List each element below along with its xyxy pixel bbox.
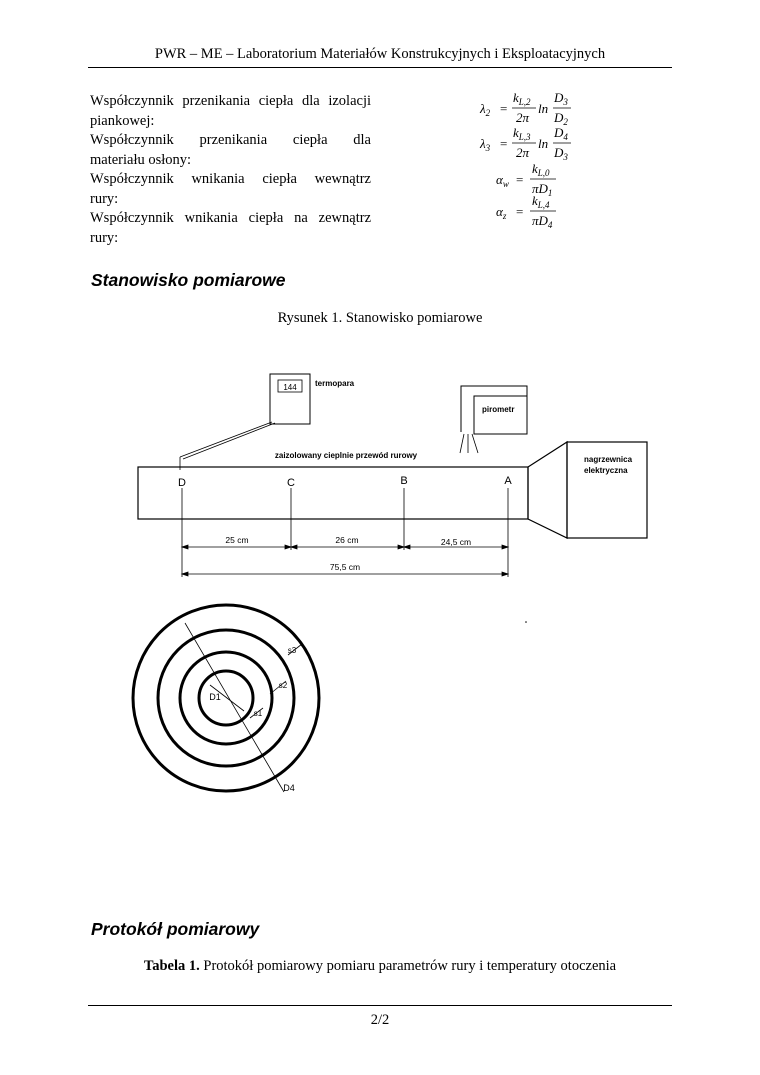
svg-text:2π: 2π: [516, 110, 530, 125]
arrow-cb-left: [291, 545, 297, 549]
ring-second: [180, 652, 272, 744]
definition-3-cont: rury:: [90, 190, 119, 207]
svg-text:λ2: $\lambda_2$: [480, 101, 491, 118]
label-d1: D1: [209, 692, 221, 702]
formula-lambda-2: [479, 90, 571, 127]
table-caption-label: Tabela 1.: [143, 958, 200, 974]
ring-inner: [199, 671, 253, 725]
arrow-dc-left: [182, 545, 188, 549]
heater-connector: [528, 442, 567, 538]
svg-text:=: =: [500, 136, 508, 151]
formula-alpha-z: [496, 193, 556, 230]
svg-text:kL,2: $k_{L,2}$: [513, 90, 531, 107]
table-caption: [0, 958, 760, 975]
svg-text:D3: $D_3$: [554, 90, 568, 107]
ring-third: [158, 630, 294, 766]
label-s1: s1: [253, 709, 263, 718]
arrow-ba-left: [404, 545, 410, 549]
svg-text:=: =: [516, 172, 524, 187]
svg-text:αw: $\alpha_w$: [496, 172, 509, 189]
dim-dc: 25 cm: [225, 535, 249, 545]
svg-text:πD4: $\pi D_4$: [532, 213, 553, 230]
dim-ba: 24,5 cm: [440, 537, 472, 547]
heater-label-2: elektryczna: [584, 466, 628, 475]
definition-1-label: Współczynnik przenikania ciepła dla izolacji: [90, 93, 371, 109]
svg-text:kL,3: $k_{L,3}$: [513, 125, 531, 142]
thermocouple-wire: [180, 422, 272, 457]
definition-3-label: Współczynnik wnikania ciepła wewnątrz: [90, 171, 371, 187]
thermocouple-meter: [270, 374, 310, 424]
thermocouple-wire-2: [183, 423, 275, 459]
page-header: PWR – ME – Laboratorium Materiałów Konstrukcyjnych i Eksploatacyjnych: [154, 46, 606, 62]
svg-text:D4: $D_4$: [554, 125, 568, 142]
svg-text:ln: ln: [538, 136, 549, 151]
measurement-setup-figure: [0, 360, 760, 800]
svg-text:kL,0: $k_{L,0}$: [532, 161, 550, 178]
svg-text:λ3: $\lambda_3$: [480, 136, 491, 153]
definition-1-cont: piankowej:: [90, 112, 155, 129]
definition-2-cont: materiału osłony:: [90, 151, 192, 168]
coefficient-definitions: [90, 92, 371, 248]
pipe-cross-section: [133, 605, 319, 791]
table-caption-text: Protokół pomiarowy pomiaru parametrów rury i temperatury otoczenia: [199, 958, 617, 974]
definition-4-label: Współczynnik wnikania ciepła na zewnątrz: [90, 210, 371, 226]
footer-rule: [88, 1005, 672, 1006]
insulated-pipe: [138, 467, 528, 519]
svg-text:=: =: [500, 101, 508, 116]
pirometr-label: pirometr: [482, 405, 515, 414]
figure-caption: Rysunek 1. Stanowisko pomiarowe: [277, 310, 483, 326]
svg-text:D2: $D_2$: [554, 110, 568, 127]
header-rule: [88, 67, 672, 68]
arrow-ba-right: [502, 545, 508, 549]
section-title-protokol: Protokół pomiarowy: [91, 919, 260, 939]
definition-4-cont: rury:: [90, 229, 119, 246]
svg-text:ln: ln: [538, 101, 549, 116]
formula-alpha-w: [496, 161, 556, 198]
svg-text:kL,4: $k_{L,4}$: [532, 193, 550, 210]
pipe-label: zaizolowany cieplnie przewód rurowy: [274, 451, 418, 460]
svg-text:πD1: $\pi D_1$: [532, 181, 553, 198]
termopara-label: termopara: [315, 379, 355, 388]
definition-2-label: Współczynnik przenikania ciepła dla: [90, 132, 371, 148]
pyrometer-ray-1: [460, 434, 464, 453]
arrow-total-right: [502, 572, 508, 576]
ring-outer: [133, 605, 319, 791]
section-title-stanowisko: Stanowisko pomiarowe: [91, 270, 286, 290]
pyrometer-ray-3: [472, 434, 478, 453]
point-a-label: A: [504, 475, 512, 487]
dim-total: 75,5 cm: [329, 562, 361, 572]
svg-text:D3: $D_3$: [554, 145, 568, 162]
svg-text:=: =: [516, 204, 524, 219]
point-d-label: D: [178, 477, 186, 489]
dim-cb: 26 cm: [335, 535, 359, 545]
formula-lambda-3: [479, 125, 571, 162]
label-s2: s2: [278, 681, 288, 690]
pyrometer-head: [474, 396, 527, 434]
arrow-total-left: [182, 572, 188, 576]
meter-reading: 144: [283, 383, 297, 392]
point-c-label: C: [287, 477, 295, 489]
formulas: [470, 86, 610, 236]
heater-label-1: nagrzewnica: [584, 455, 633, 464]
point-b-label: B: [400, 475, 408, 487]
page-number: 2/2: [370, 1012, 390, 1028]
label-d4: D4: [283, 783, 295, 793]
svg-text:2π: 2π: [516, 145, 530, 160]
stray-dot: [525, 621, 527, 623]
svg-text:αz: $\alpha_z$: [496, 204, 507, 221]
label-s3: s3: [287, 646, 297, 655]
